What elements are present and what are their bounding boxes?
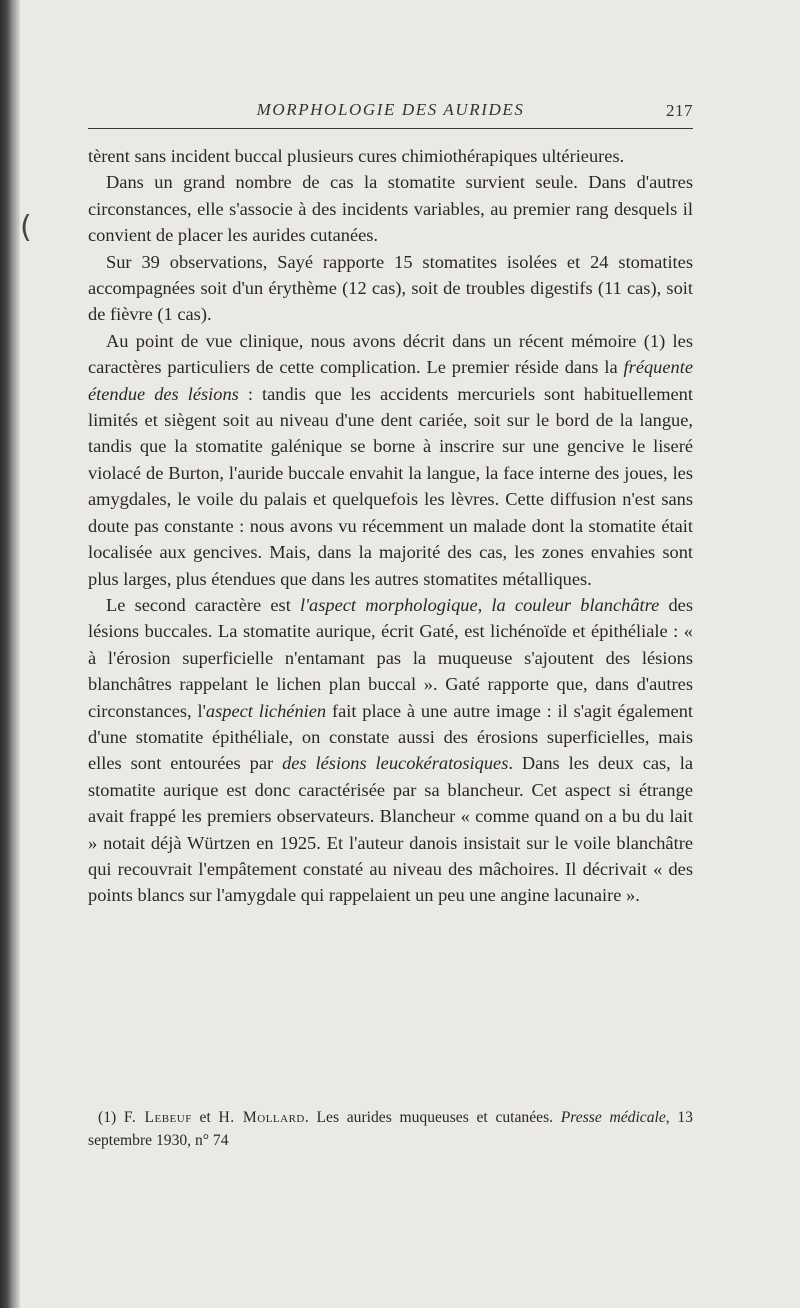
paragraph-5-text-d: . Dans les deux cas, la stomatite aurique est donc caractérisée par sa blancheur. Cet aspect si étrange avait frappé les premiers observateurs. Blancheur « comme quand on a bu du lait » notait déjà Würtzen en 1925. Et l'auteur danois insistait sur le voile blanchâtre qui recouvrait l'empâtement constaté au niveau des mâchoires. Il décrivait « des points blancs sur l'amygdale qui rappelaient un peu une angine lacunaire ». — [88, 753, 693, 906]
paragraph-4 — [88, 328, 693, 592]
header-rule — [88, 128, 693, 129]
footnote — [88, 1106, 693, 1152]
margin-pencil-mark: ( — [20, 210, 32, 245]
footnote-title: . Les aurides muqueuses et cutanées. — [304, 1109, 561, 1126]
book-page — [20, 0, 800, 1308]
footnote-author-1: F. Lebeuf — [123, 1109, 192, 1126]
footnote-author-2: H. Mollard — [218, 1109, 305, 1126]
paragraph-5-emphasis-3: des lésions leucokératosiques — [282, 753, 509, 774]
paragraph-4-text-b: : tandis que les accidents mercuriels sont habituellement limités et siègent soit au niveau d'une dent cariée, soit sur le bord de la langue, tandis que la stomatite galénique se borne à inscrire sur une gencive le liseré violacé de Burton, l'auride buccale envahit la langue, la face interne des joues, les amygdales, le voile du palais et quelquefois les lèvres. Cette diffusion n'est sans doute pas constante : nous avons vu récemment un malade dont la stomatite était localisée aux gencives. Mais, dans la majorité des cas, les zones envahies sont plus larges, plus étendues que dans les autres stomatites métalliques. — [88, 383, 693, 589]
body-text — [88, 143, 693, 909]
paragraph-2: Dans un grand nombre de cas la stomatite survient seule. Dans d'autres circonstances, elle s'associe à des incidents variables, au premier rang desquels il convient de placer les aurides cutanées. — [88, 172, 693, 246]
paragraph-5-text-c: fait place à une autre image : il s'agit également d'une stomatite épithéliale, on constate aussi des érosions superficielles, mais elles sont entourées par — [88, 700, 693, 774]
running-title: MORPHOLOGIE DES AURIDES — [256, 100, 525, 119]
paragraph-5-text-a: Le second caractère est — [106, 594, 301, 615]
paragraph-4-text-a: Au point de vue clinique, nous avons décrit dans un récent mémoire (1) les caractères particuliers de cette complication. Le premier réside dans la — [88, 330, 693, 378]
footnote-1 — [88, 1106, 693, 1152]
paragraph-5-text-b: des lésions buccales. La stomatite aurique, écrit Gaté, est lichénoïde et épithéliale : « à l'érosion superficielle n'entamant pas la muqueuse s'ajoutent des lésions blanchâtres rappelant le lichen plan buccal ». Gaté rapporte que, dans d'autres circonstances, l' — [88, 594, 693, 721]
paragraph-5-emphasis-1: l'aspect morphologique, la couleur blanchâtre — [300, 594, 660, 615]
page-number: 217 — [666, 101, 693, 120]
paragraph-1: tèrent sans incident buccal plusieurs cures chimiothérapiques ultérieures. — [88, 146, 625, 166]
paragraph-4-emphasis: fréquente étendue des lésions — [88, 357, 693, 404]
footnote-marker: (1) — [98, 1109, 124, 1126]
footnote-date: , 13 septembre 1930, n° 74 — [88, 1109, 693, 1149]
footnote-journal: Presse médicale — [560, 1109, 666, 1126]
paragraph-5 — [88, 592, 693, 909]
paragraph-5-emphasis-2: aspect lichénien — [205, 700, 327, 721]
running-header — [88, 97, 693, 125]
paragraph-3: Sur 39 observations, Sayé rapporte 15 stomatites isolées et 24 stomatites accompagnées soit d'un érythème (12 cas), soit de troubles digestifs (11 cas), soit de fièvre (1 cas). — [88, 251, 693, 325]
book-binding-edge — [0, 0, 20, 1308]
footnote-separator: et — [191, 1109, 219, 1126]
